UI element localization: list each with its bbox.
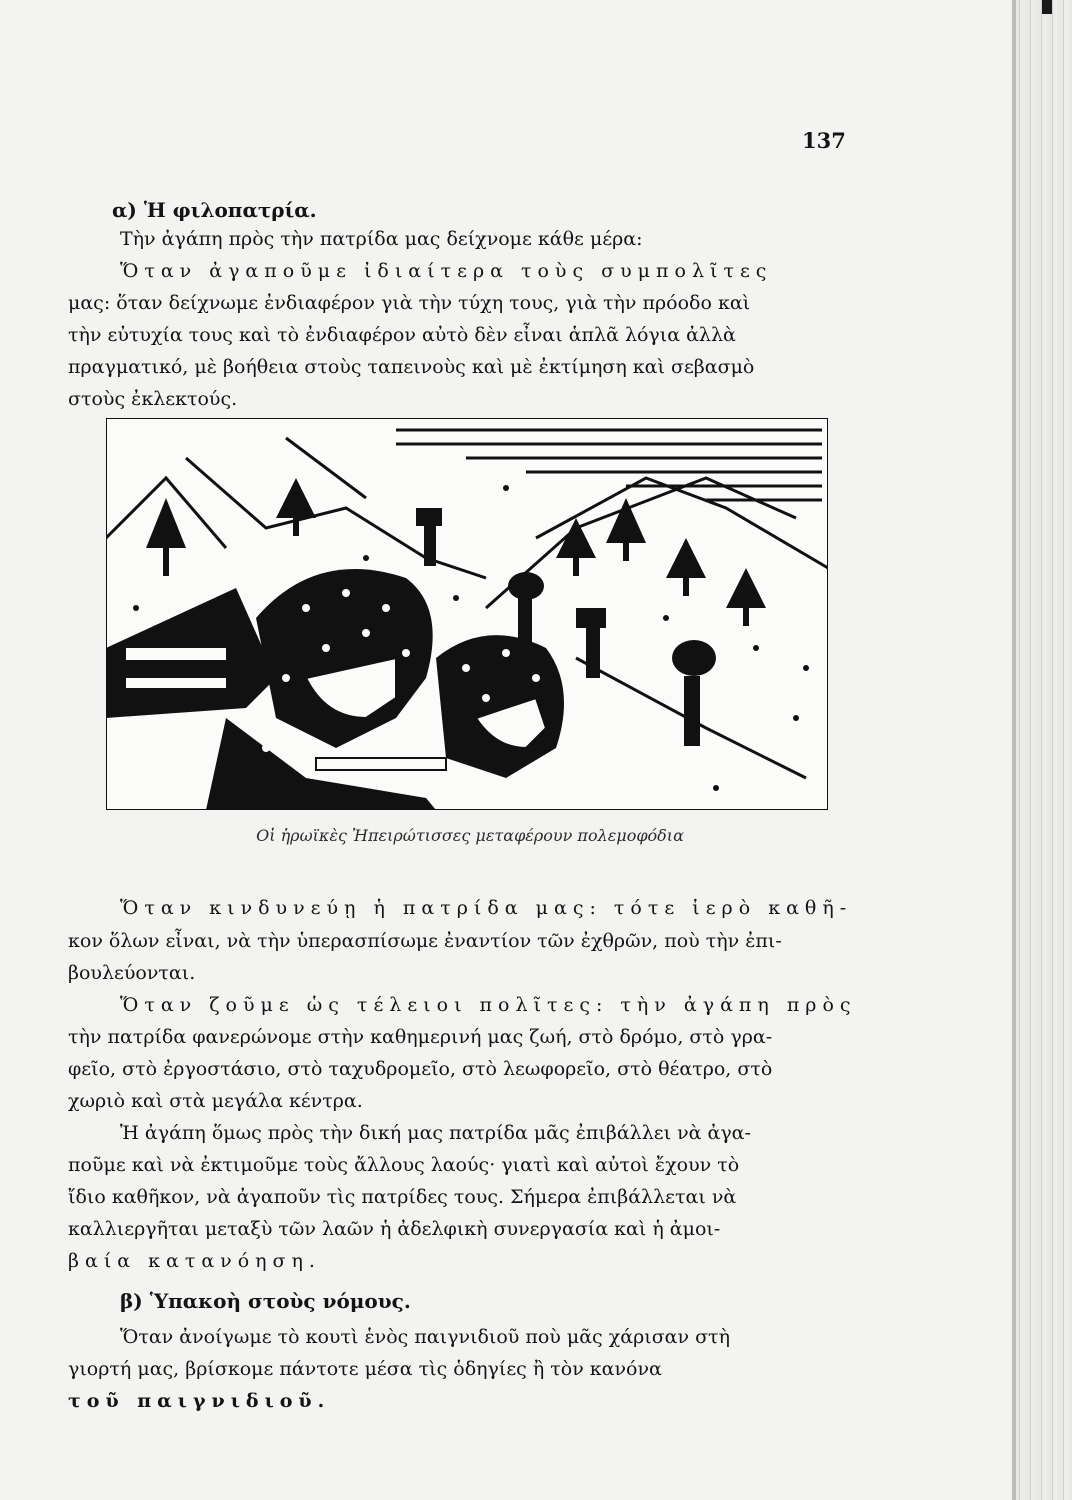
text-line: Ὅταν ζοῦμε ὡς τέλειοι πολῖτες: τὴν ἀγάπη πρὸς: [120, 994, 857, 1016]
text-line: Ὅταν κινδυνεύῃ ἡ πατρίδα μας: τότε ἱερὸ καθῆ-: [120, 897, 853, 919]
text-line: βουλεύονται.: [68, 962, 196, 984]
text-line: τὴν πατρίδα φανερώνομε στὴν καθημερινή μας ζωή, στὸ δρόμο, στὸ γρα-: [68, 1026, 773, 1048]
section-a-heading: α) Ἡ φιλοπατρία.: [112, 198, 317, 222]
text-line: καλλιεργῆται μεταξὺ τῶν λαῶν ἡ ἀδελφικὴ συνεργασία καὶ ἡ ἀμοι-: [68, 1218, 721, 1240]
text-line: τὴν εὐτυχία τους καὶ τὸ ἐνδιαφέρον αὐτὸ δὲν εἶναι ἁπλᾶ λόγια ἀλλὰ: [68, 324, 736, 346]
text-line: γιορτή μας, βρίσκομε πάντοτε μέσα τὶς ὁδηγίες ἢ τὸν κανόνα: [68, 1358, 662, 1380]
text-line: μας: ὅταν δείχνωμε ἐνδιαφέρον γιὰ τὴν τύχη τους, γιὰ τὴν πρόοδο καὶ: [68, 292, 751, 314]
page-edge: [1014, 0, 1072, 1500]
text-line: φεῖο, στὸ ἐργοστάσιο, στὸ ταχυδρομεῖο, στὸ λεωφορεῖο, στὸ θέατρο, στὸ: [68, 1058, 773, 1080]
corner-mark: [1042, 0, 1052, 14]
illustration-caption: Οἱ ἡρωϊκὲς Ἠπειρώτισσες μεταφέρουν πολεμοφόδια: [256, 826, 684, 845]
text-line: Ὅταν ἀγαποῦμε ἰδιαίτερα τοὺς συμπολῖτες: [120, 260, 773, 282]
text-line: Τὴν ἀγάπη πρὸς τὴν πατρίδα μας δείχνομε κάθε μέρα:: [120, 228, 643, 250]
text-line: Ἡ ἀγάπη ὅμως πρὸς τὴν δική μας πατρίδα μᾶς ἐπιβάλλει νὰ ἀγα-: [120, 1122, 751, 1144]
text-line: ποῦμε καὶ νὰ ἐκτιμοῦμε τοὺς ἄλλους λαούς· γιατὶ καὶ αὐτοὶ ἔχουν τὸ: [68, 1154, 740, 1176]
page-number: 137: [802, 128, 846, 153]
text-line: βαία κατανόηση.: [68, 1250, 321, 1272]
text-line: Ὅταν ἀνοίγωμε τὸ κουτὶ ἑνὸς παιγνιδιοῦ ποὺ μᾶς χάρισαν στὴ: [120, 1326, 730, 1348]
page-edge-shadow: [1012, 0, 1016, 1500]
text-line: πραγματικό, μὲ βοήθεια στοὺς ταπεινοὺς καὶ μὲ ἐκτίμηση καὶ σεβασμὸ: [68, 356, 755, 378]
text-line: ἴδιο καθῆκον, νὰ ἀγαποῦν τὶς πατρίδες τους. Σήμερα ἐπιβάλλεται νὰ: [68, 1186, 737, 1208]
text-line: τοῦ παιγνιδιοῦ.: [68, 1390, 331, 1412]
illustration-epirote-women: [106, 418, 828, 810]
section-b-heading: β) Ὑπακοὴ στοὺς νόμους.: [120, 1289, 411, 1313]
text-line: κον ὅλων εἶναι, νὰ τὴν ὑπερασπίσωμε ἐναντίον τῶν ἐχθρῶν, ποὺ τὴν ἐπι-: [68, 930, 782, 952]
text-line: χωριὸ καὶ στὰ μεγάλα κέντρα.: [68, 1090, 363, 1112]
text-line: στοὺς ἐκλεκτούς.: [68, 388, 238, 410]
